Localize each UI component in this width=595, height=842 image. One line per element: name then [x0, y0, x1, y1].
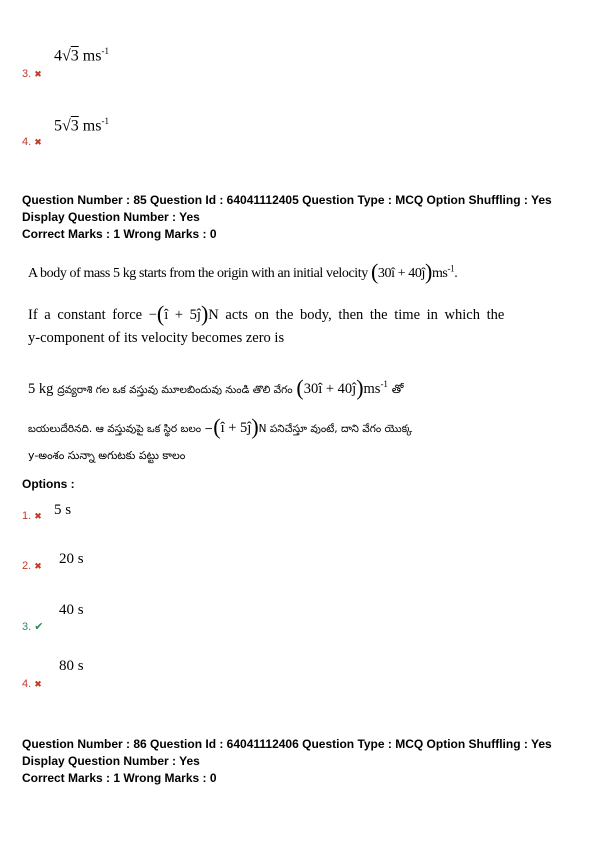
exponent: -1 [380, 379, 388, 390]
paren-open: ( [296, 375, 304, 400]
paren-close: ) [200, 301, 209, 326]
coef: 5 [54, 117, 62, 135]
q86-meta [22, 736, 552, 787]
prev-option-4-label [22, 136, 42, 148]
q85-telugu-line3 [28, 449, 185, 465]
option-number: 2. [22, 560, 32, 572]
paren-open: ( [213, 414, 221, 439]
vector: 30î + 40ĵ [377, 266, 425, 281]
q86-meta-line1: Question Number : 86 Question Id : 64041112406 Question Type : MCQ Option Shuffling : Yes [22, 737, 552, 751]
q86-meta-line2: Display Question Number : Yes [22, 754, 200, 768]
paren-close: ) [356, 375, 364, 400]
coef: 4 [54, 47, 62, 65]
option-3-label [22, 620, 43, 633]
exponent: -1 [101, 46, 109, 56]
q85-meta-line2: Display Question Number : Yes [22, 210, 200, 224]
q85-meta [22, 192, 552, 243]
paren-close: ) [425, 259, 432, 284]
option-2-value[interactable]: 20 s [59, 551, 84, 567]
radicand: 3 [70, 47, 79, 65]
text: If a constant force − [28, 307, 157, 323]
option-3-value[interactable]: 40 s [59, 602, 84, 618]
option-1-label [22, 510, 42, 522]
option-number: 4. [22, 136, 32, 148]
text: బయలుదేరినది. ఆ వస్తువుపై ఒక స్థిర బలం − [28, 423, 214, 435]
text-rest: N acts on the body, then the time in which the [208, 307, 505, 323]
q85-meta-line3: Correct Marks : 1 Wrong Marks : 0 [22, 227, 217, 241]
wrong-icon: ✖ [34, 511, 42, 521]
option-number: 3. [22, 621, 32, 633]
wrong-icon: ✖ [34, 679, 42, 689]
option-number: 1. [22, 510, 32, 522]
unit: ms [82, 47, 102, 65]
unit: ms [363, 381, 381, 397]
options-label: Options : [22, 477, 75, 491]
option-2-label [22, 560, 42, 572]
text-rest: N పనిచేస్తూ వుంటే, దాని వేగం యొక్క [258, 423, 413, 435]
prev-option-4-value [54, 116, 109, 135]
correct-check-icon: ✔ [34, 621, 44, 633]
text-end: తో [391, 382, 404, 396]
radicand: 3 [70, 117, 79, 135]
q85-english-line3 [28, 330, 284, 347]
exponent: -1 [101, 116, 109, 126]
wrong-icon: ✖ [34, 561, 42, 571]
text: y-component of its velocity becomes zero is [28, 330, 285, 346]
text: ద్రవ్యరాశి గల ఒక వస్తువు మూలబిందువు నుండి తొలి వేగం [57, 384, 293, 396]
prev-option-3-value [54, 46, 109, 65]
option-1-value[interactable]: 5 s [54, 502, 72, 518]
wrong-icon: ✖ [34, 137, 42, 147]
q85-telugu-line1 [28, 373, 403, 399]
paren-open: ( [156, 301, 165, 326]
exponent: -1 [447, 263, 455, 274]
paren-close: ) [251, 414, 259, 439]
wrong-icon: ✖ [34, 69, 42, 79]
option-4-value[interactable]: 80 s [59, 658, 84, 674]
period: . [454, 266, 458, 281]
sqrt-symbol: √ [62, 47, 71, 65]
unit: ms [431, 266, 448, 281]
q86-meta-line3: Correct Marks : 1 Wrong Marks : 0 [22, 771, 217, 785]
text: A body of mass 5 kg starts from the origin with an initial velocity [28, 266, 371, 281]
q85-telugu-line2 [28, 412, 412, 438]
mass: 5 kg [28, 381, 54, 397]
option-number: 3. [22, 68, 32, 80]
q85-meta-line1: Question Number : 85 Question Id : 64041112405 Question Type : MCQ Option Shuffling : Yes [22, 193, 552, 207]
sqrt-symbol: √ [62, 117, 71, 135]
unit: ms [82, 117, 102, 135]
option-number: 4. [22, 678, 32, 690]
paren-open: ( [370, 259, 378, 284]
vector: 30î + 40ĵ [303, 381, 357, 397]
prev-option-3-label [22, 68, 42, 80]
q85-english-line2 [28, 299, 504, 325]
q85-english-line1 [28, 257, 457, 283]
vector: î + 5ĵ [164, 307, 201, 323]
vector: î + 5ĵ [220, 420, 252, 436]
option-4-label [22, 678, 42, 690]
text: y-అంశం సున్నా అగుటకు పట్టు కాలం [28, 449, 186, 462]
